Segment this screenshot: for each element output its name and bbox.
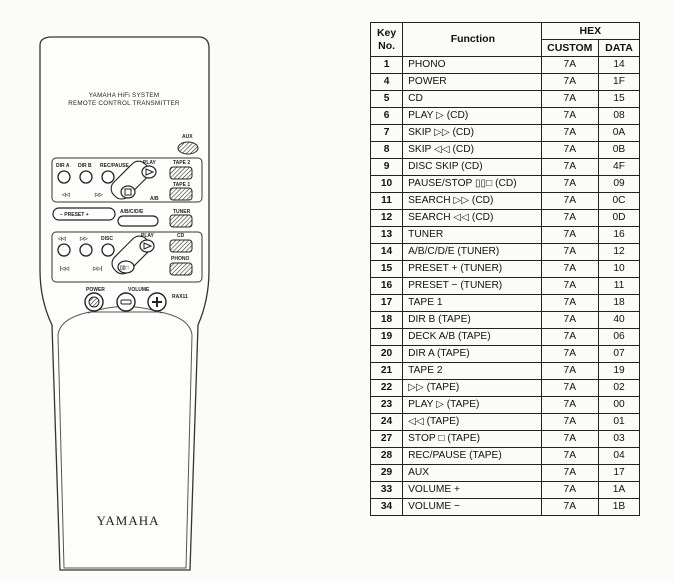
data-cell: 00 [598, 397, 639, 414]
data-cell: 11 [598, 278, 639, 295]
cd-search-back-button[interactable] [58, 244, 70, 256]
function-cell: ◁◁ (TAPE) [403, 414, 541, 431]
function-cell: PLAY ▷ (TAPE) [403, 397, 541, 414]
cd-ff-label: ▷▷ [80, 236, 88, 242]
function-cell: DECK A/B (TAPE) [403, 329, 541, 346]
custom-cell: 7A [541, 142, 598, 159]
table-row [371, 91, 640, 108]
custom-cell: 7A [541, 244, 598, 261]
table-row [371, 295, 640, 312]
custom-cell: 7A [541, 227, 598, 244]
key-cell: 23 [371, 397, 403, 414]
table-row [371, 57, 640, 74]
custom-cell: 7A [541, 499, 598, 516]
tape2-label: TAPE 2 [173, 160, 191, 166]
key-cell: 24 [371, 414, 403, 431]
table-row [371, 312, 640, 329]
key-cell: 7 [371, 125, 403, 142]
table-row [371, 346, 640, 363]
skip-back-label: |◁◁ [60, 266, 70, 272]
cd-play-label: PLAY [141, 233, 154, 239]
custom-cell: 7A [541, 261, 598, 278]
tape-ff-label: ▷▷ [95, 192, 103, 198]
tape1-button[interactable] [170, 188, 192, 200]
key-cell: 28 [371, 448, 403, 465]
data-cell: 10 [598, 261, 639, 278]
function-cell: POWER [403, 74, 541, 91]
function-cell: PAUSE/STOP ▯▯□ (CD) [403, 176, 541, 193]
key-cell: 14 [371, 244, 403, 261]
table-row [371, 125, 640, 142]
tape-rew-label: ◁◁ [62, 192, 70, 198]
custom-cell: 7A [541, 346, 598, 363]
key-cell: 6 [371, 108, 403, 125]
data-cell: 1B [598, 499, 639, 516]
abcde-button[interactable] [118, 216, 158, 226]
data-cell: 19 [598, 363, 639, 380]
key-cell: 33 [371, 482, 403, 499]
key-cell: 16 [371, 278, 403, 295]
pause-stop-icon: ▯▯□ [120, 265, 129, 271]
volume-down-button[interactable] [117, 293, 135, 311]
key-cell: 29 [371, 465, 403, 482]
data-cell: 1A [598, 482, 639, 499]
data-cell: 02 [598, 380, 639, 397]
data-cell: 0D [598, 210, 639, 227]
custom-cell: 7A [541, 465, 598, 482]
function-cell: AUX [403, 465, 541, 482]
table-row [371, 363, 640, 380]
cd-button[interactable] [170, 240, 192, 252]
header-no: No. [378, 39, 396, 52]
dir-b-label: DIR B [78, 163, 92, 169]
table-row [371, 380, 640, 397]
data-cell: 01 [598, 414, 639, 431]
function-cell: PRESET + (TUNER) [403, 261, 541, 278]
function-cell: DIR B (TAPE) [403, 312, 541, 329]
function-cell: TUNER [403, 227, 541, 244]
rec-pause-button[interactable] [102, 171, 114, 183]
header-custom: CUSTOM [541, 40, 598, 57]
custom-cell: 7A [541, 108, 598, 125]
data-cell: 17 [598, 465, 639, 482]
table-body [371, 57, 640, 516]
table-row [371, 193, 640, 210]
table-row [371, 176, 640, 193]
custom-cell: 7A [541, 74, 598, 91]
custom-cell: 7A [541, 329, 598, 346]
remote-title-line2: REMOTE CONTROL TRANSMITTER [68, 100, 180, 107]
key-cell: 11 [371, 193, 403, 210]
data-cell: 0C [598, 193, 639, 210]
disc-skip-button[interactable] [102, 244, 114, 256]
table-row [371, 108, 640, 125]
function-cell: STOP □ (TAPE) [403, 431, 541, 448]
data-cell: 0B [598, 142, 639, 159]
key-cell: 10 [371, 176, 403, 193]
custom-cell: 7A [541, 159, 598, 176]
function-cell: DIR A (TAPE) [403, 346, 541, 363]
power-icon [89, 297, 99, 307]
data-cell: 12 [598, 244, 639, 261]
aux-label: AUX [182, 134, 193, 140]
key-cell: 22 [371, 380, 403, 397]
table-row [371, 482, 640, 499]
tape1-label: TAPE 1 [173, 182, 191, 188]
tape2-button[interactable] [170, 167, 192, 179]
custom-cell: 7A [541, 363, 598, 380]
custom-cell: 7A [541, 312, 598, 329]
key-cell: 9 [371, 159, 403, 176]
custom-cell: 7A [541, 176, 598, 193]
key-cell: 21 [371, 363, 403, 380]
function-cell: SEARCH ◁◁ (CD) [403, 210, 541, 227]
deck-ab-label: A/B [150, 196, 159, 202]
key-cell: 13 [371, 227, 403, 244]
key-cell: 18 [371, 312, 403, 329]
function-cell: SEARCH ▷▷ (CD) [403, 193, 541, 210]
data-cell: 04 [598, 448, 639, 465]
key-cell: 15 [371, 261, 403, 278]
data-cell: 09 [598, 176, 639, 193]
data-cell: 18 [598, 295, 639, 312]
data-cell: 03 [598, 431, 639, 448]
key-cell: 8 [371, 142, 403, 159]
aux-button[interactable] [178, 142, 198, 154]
key-cell: 20 [371, 346, 403, 363]
table-row [371, 465, 640, 482]
data-cell: 08 [598, 108, 639, 125]
function-cell: TAPE 2 [403, 363, 541, 380]
dir-b-button[interactable] [80, 171, 92, 183]
key-cell: 27 [371, 431, 403, 448]
function-cell: A/B/C/D/E (TUNER) [403, 244, 541, 261]
dir-a-label: DIR A [56, 163, 70, 169]
abcde-label: A/B/C/D/E [120, 209, 144, 215]
data-cell: 4F [598, 159, 639, 176]
data-cell: 0A [598, 125, 639, 142]
key-cell: 12 [371, 210, 403, 227]
table-row [371, 278, 640, 295]
custom-cell: 7A [541, 91, 598, 108]
tuner-label: TUNER [173, 209, 191, 215]
custom-cell: 7A [541, 397, 598, 414]
function-cell: TAPE 1 [403, 295, 541, 312]
data-cell: 1F [598, 74, 639, 91]
function-cell: PRESET − (TUNER) [403, 278, 541, 295]
function-cell: ▷▷ (TAPE) [403, 380, 541, 397]
function-cell: CD [403, 91, 541, 108]
header-key: Key [376, 27, 397, 40]
function-cell: PLAY ▷ (CD) [403, 108, 541, 125]
custom-cell: 7A [541, 448, 598, 465]
table-row [371, 397, 640, 414]
table-row [371, 414, 640, 431]
key-cell: 5 [371, 91, 403, 108]
table-row [371, 431, 640, 448]
header-hex: HEX [541, 23, 639, 40]
preset-label: − PRESET + [60, 212, 89, 218]
table-row [371, 227, 640, 244]
custom-cell: 7A [541, 380, 598, 397]
header-function: Function [403, 23, 541, 57]
key-cell: 4 [371, 74, 403, 91]
custom-cell: 7A [541, 295, 598, 312]
table-row [371, 448, 640, 465]
custom-cell: 7A [541, 193, 598, 210]
remote-code-table [370, 22, 640, 516]
custom-cell: 7A [541, 482, 598, 499]
model-label: RAX11 [172, 294, 188, 300]
function-cell: SKIP ◁◁ (CD) [403, 142, 541, 159]
function-cell: VOLUME − [403, 499, 541, 516]
data-cell: 07 [598, 346, 639, 363]
tape-play-label: PLAY [143, 160, 156, 166]
phono-button[interactable] [170, 263, 192, 275]
table-row [371, 244, 640, 261]
cd-rew-label: ◁◁ [58, 236, 66, 242]
tape-stop-button[interactable] [121, 186, 135, 198]
custom-cell: 7A [541, 431, 598, 448]
function-cell: REC/PAUSE (TAPE) [403, 448, 541, 465]
brand-logo: YAMAHA [96, 513, 160, 528]
power-label: POWER [86, 287, 105, 293]
function-cell: DISC SKIP (CD) [403, 159, 541, 176]
table-row [371, 261, 640, 278]
data-cell: 14 [598, 57, 639, 74]
key-cell: 19 [371, 329, 403, 346]
custom-cell: 7A [541, 414, 598, 431]
remote-title-line1: YAMAHA HiFi SYSTEM [88, 92, 160, 99]
custom-cell: 7A [541, 125, 598, 142]
volume-label: VOLUME [128, 287, 150, 293]
data-cell: 15 [598, 91, 639, 108]
table-row [371, 499, 640, 516]
data-cell: 06 [598, 329, 639, 346]
custom-cell: 7A [541, 210, 598, 227]
key-cell: 1 [371, 57, 403, 74]
custom-cell: 7A [541, 57, 598, 74]
table-row [371, 74, 640, 91]
data-cell: 40 [598, 312, 639, 329]
header-key-no [371, 23, 403, 57]
key-cell: 34 [371, 499, 403, 516]
skip-fwd-label: ▷▷| [93, 266, 103, 272]
phono-label: PHONO [171, 256, 190, 262]
custom-cell: 7A [541, 278, 598, 295]
rec-pause-label: REC/PAUSE [100, 163, 129, 169]
tuner-button[interactable] [170, 215, 192, 227]
function-cell: PHONO [403, 57, 541, 74]
cd-label: CD [177, 233, 185, 239]
table-row [371, 210, 640, 227]
function-cell: VOLUME + [403, 482, 541, 499]
data-cell: 16 [598, 227, 639, 244]
dir-a-button[interactable] [58, 171, 70, 183]
key-cell: 17 [371, 295, 403, 312]
header-data: DATA [598, 40, 639, 57]
table-row [371, 159, 640, 176]
function-cell: SKIP ▷▷ (CD) [403, 125, 541, 142]
disc-label: DISC [101, 236, 113, 242]
table-row [371, 142, 640, 159]
cd-search-fwd-button[interactable] [80, 244, 92, 256]
table-row [371, 329, 640, 346]
